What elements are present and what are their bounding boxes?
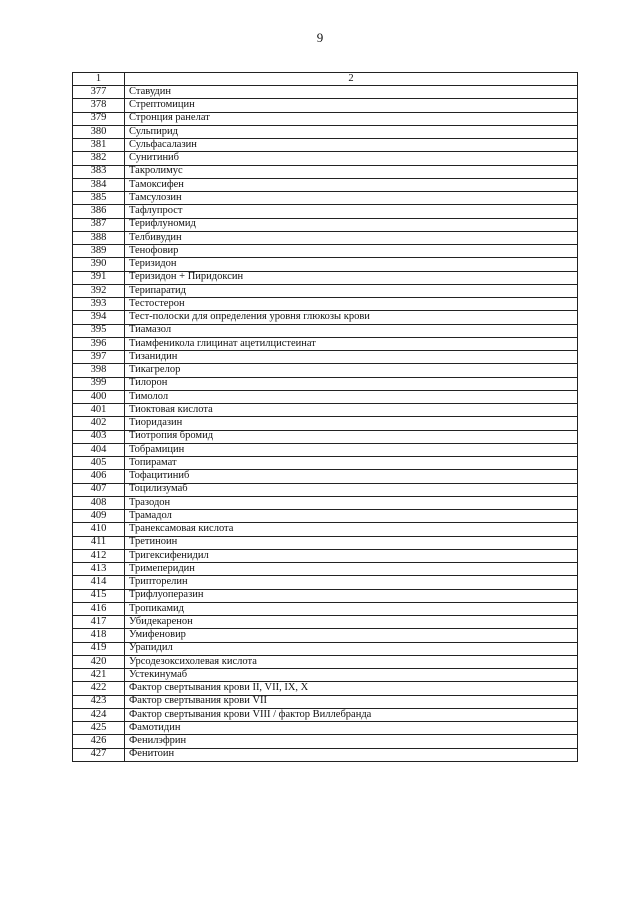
- table-row: [73, 152, 578, 165]
- table-row: [73, 443, 578, 456]
- drug-name: Ставудин: [125, 86, 578, 99]
- row-number: 394: [73, 311, 125, 324]
- drug-name: Фактор свертывания крови VII: [125, 695, 578, 708]
- row-number: 420: [73, 655, 125, 668]
- drug-name: Урсодезоксихолевая кислота: [125, 655, 578, 668]
- drug-name: Терипаратид: [125, 284, 578, 297]
- row-number: 425: [73, 722, 125, 735]
- table-row: [73, 748, 578, 761]
- row-number: 407: [73, 483, 125, 496]
- table-row: [73, 311, 578, 324]
- row-number: 427: [73, 748, 125, 761]
- row-number: 426: [73, 735, 125, 748]
- table-row: [73, 602, 578, 615]
- drug-name: Фактор свертывания крови II, VII, IX, X: [125, 682, 578, 695]
- drug-name: Фактор свертывания крови VIII / фактор Виллебранда: [125, 708, 578, 721]
- row-number: 391: [73, 271, 125, 284]
- table-row: [73, 655, 578, 668]
- drug-name: Тест-полоски для определения уровня глюкозы крови: [125, 311, 578, 324]
- drug-name: Третиноин: [125, 536, 578, 549]
- row-number: 382: [73, 152, 125, 165]
- table-row: [73, 271, 578, 284]
- row-number: 381: [73, 139, 125, 152]
- row-number: 385: [73, 192, 125, 205]
- row-number: 422: [73, 682, 125, 695]
- table-row: [73, 218, 578, 231]
- row-number: 409: [73, 510, 125, 523]
- row-number: 384: [73, 178, 125, 191]
- drug-name: Убидекаренон: [125, 616, 578, 629]
- row-number: 419: [73, 642, 125, 655]
- table-row: [73, 483, 578, 496]
- table-row: [73, 695, 578, 708]
- table-row: [73, 99, 578, 112]
- table-row: [73, 377, 578, 390]
- drug-name: Теризидон + Пиридоксин: [125, 271, 578, 284]
- row-number: 389: [73, 245, 125, 258]
- row-number: 380: [73, 125, 125, 138]
- row-number: 399: [73, 377, 125, 390]
- drug-name: Сульпирид: [125, 125, 578, 138]
- row-number: 408: [73, 496, 125, 509]
- row-number: 383: [73, 165, 125, 178]
- table-row: [73, 125, 578, 138]
- table-row: [73, 536, 578, 549]
- table-row: [73, 629, 578, 642]
- drug-name: Тиамазол: [125, 324, 578, 337]
- table-row: [73, 258, 578, 271]
- drug-name: Теризидон: [125, 258, 578, 271]
- table-row: [73, 682, 578, 695]
- drug-name: Фамотидин: [125, 722, 578, 735]
- table-row: [73, 642, 578, 655]
- drug-name: Тразодон: [125, 496, 578, 509]
- row-number: 402: [73, 417, 125, 430]
- drug-name: Тоцилизумаб: [125, 483, 578, 496]
- drug-name: Сунитиниб: [125, 152, 578, 165]
- drug-name: Тестостерон: [125, 298, 578, 311]
- row-number: 398: [73, 364, 125, 377]
- drug-name: Трипторелин: [125, 576, 578, 589]
- drug-name: Сульфасалазин: [125, 139, 578, 152]
- row-number: 404: [73, 443, 125, 456]
- table-row: [73, 404, 578, 417]
- table-row: [73, 192, 578, 205]
- row-number: 405: [73, 457, 125, 470]
- table-row: [73, 722, 578, 735]
- page-number: 9: [316, 30, 324, 45]
- drug-name: Транексамовая кислота: [125, 523, 578, 536]
- row-number: 377: [73, 86, 125, 99]
- drug-name: Тобрамицин: [125, 443, 578, 456]
- drug-name: Фенитоин: [125, 748, 578, 761]
- row-number: 416: [73, 602, 125, 615]
- table-row: [73, 337, 578, 350]
- row-number: 417: [73, 616, 125, 629]
- table-row: [73, 669, 578, 682]
- row-number: 412: [73, 549, 125, 562]
- drug-name: Тригексифенидил: [125, 549, 578, 562]
- row-number: 400: [73, 390, 125, 403]
- row-number: 388: [73, 231, 125, 244]
- column-header-number: 1: [73, 73, 125, 86]
- row-number: 421: [73, 669, 125, 682]
- drug-name: Тиоктовая кислота: [125, 404, 578, 417]
- table-row: [73, 457, 578, 470]
- row-number: 423: [73, 695, 125, 708]
- drug-name: Фенилэфрин: [125, 735, 578, 748]
- drug-name: Телбивудин: [125, 231, 578, 244]
- table-row: [73, 470, 578, 483]
- row-number: 424: [73, 708, 125, 721]
- row-number: 414: [73, 576, 125, 589]
- drug-name: Урапидил: [125, 642, 578, 655]
- drug-name: Тамсулозин: [125, 192, 578, 205]
- row-number: 403: [73, 430, 125, 443]
- table-row: [73, 178, 578, 191]
- table-row: [73, 708, 578, 721]
- row-number: 397: [73, 351, 125, 364]
- row-number: 378: [73, 99, 125, 112]
- row-number: 390: [73, 258, 125, 271]
- drug-name: Стрептомицин: [125, 99, 578, 112]
- drug-name: Тенофовир: [125, 245, 578, 258]
- drug-name: Тофацитиниб: [125, 470, 578, 483]
- row-number: 392: [73, 284, 125, 297]
- drug-name: Тимолол: [125, 390, 578, 403]
- drug-name: Трифлуоперазин: [125, 589, 578, 602]
- drug-name: Тизанидин: [125, 351, 578, 364]
- table-row: [73, 364, 578, 377]
- drug-name: Стронция ранелат: [125, 112, 578, 125]
- table-row: [73, 324, 578, 337]
- table-row: [73, 245, 578, 258]
- table-row: [73, 510, 578, 523]
- table-row: [73, 735, 578, 748]
- drug-name: Умифеновир: [125, 629, 578, 642]
- table-row: [73, 231, 578, 244]
- row-number: 387: [73, 218, 125, 231]
- table-row: [73, 496, 578, 509]
- row-number: 401: [73, 404, 125, 417]
- row-number: 379: [73, 112, 125, 125]
- drug-name: Тамоксифен: [125, 178, 578, 191]
- row-number: 395: [73, 324, 125, 337]
- drug-name: Такролимус: [125, 165, 578, 178]
- drug-name: Трамадол: [125, 510, 578, 523]
- row-number: 418: [73, 629, 125, 642]
- row-number: 406: [73, 470, 125, 483]
- table-row: [73, 112, 578, 125]
- table-row: [73, 139, 578, 152]
- table-body: [73, 73, 578, 762]
- drug-name: Тилорон: [125, 377, 578, 390]
- drug-name: Тиоридазин: [125, 417, 578, 430]
- table-row: [73, 549, 578, 562]
- drug-name: Устекинумаб: [125, 669, 578, 682]
- drug-list-table: [72, 72, 578, 762]
- drug-name: Терифлуномид: [125, 218, 578, 231]
- table-row: [73, 417, 578, 430]
- table-row: [73, 284, 578, 297]
- row-number: 415: [73, 589, 125, 602]
- drug-name: Тримеперидин: [125, 563, 578, 576]
- table-row: [73, 86, 578, 99]
- table-row: [73, 430, 578, 443]
- table-row: [73, 616, 578, 629]
- row-number: 393: [73, 298, 125, 311]
- table-row: [73, 205, 578, 218]
- table-row: [73, 576, 578, 589]
- drug-name: Топирамат: [125, 457, 578, 470]
- row-number: 413: [73, 563, 125, 576]
- table-row: [73, 298, 578, 311]
- table-row: [73, 165, 578, 178]
- drug-name: Тропикамид: [125, 602, 578, 615]
- row-number: 396: [73, 337, 125, 350]
- row-number: 410: [73, 523, 125, 536]
- row-number: 411: [73, 536, 125, 549]
- drug-name: Тафлупрост: [125, 205, 578, 218]
- table-row: [73, 589, 578, 602]
- table-row: [73, 563, 578, 576]
- drug-name: Тикагрелор: [125, 364, 578, 377]
- table-header-row: [73, 73, 578, 86]
- drug-name: Тиотропия бромид: [125, 430, 578, 443]
- table-row: [73, 351, 578, 364]
- drug-name: Тиамфеникола глицинат ацетилцистеинат: [125, 337, 578, 350]
- table-row: [73, 390, 578, 403]
- row-number: 386: [73, 205, 125, 218]
- column-header-name: 2: [125, 73, 578, 86]
- table-row: [73, 523, 578, 536]
